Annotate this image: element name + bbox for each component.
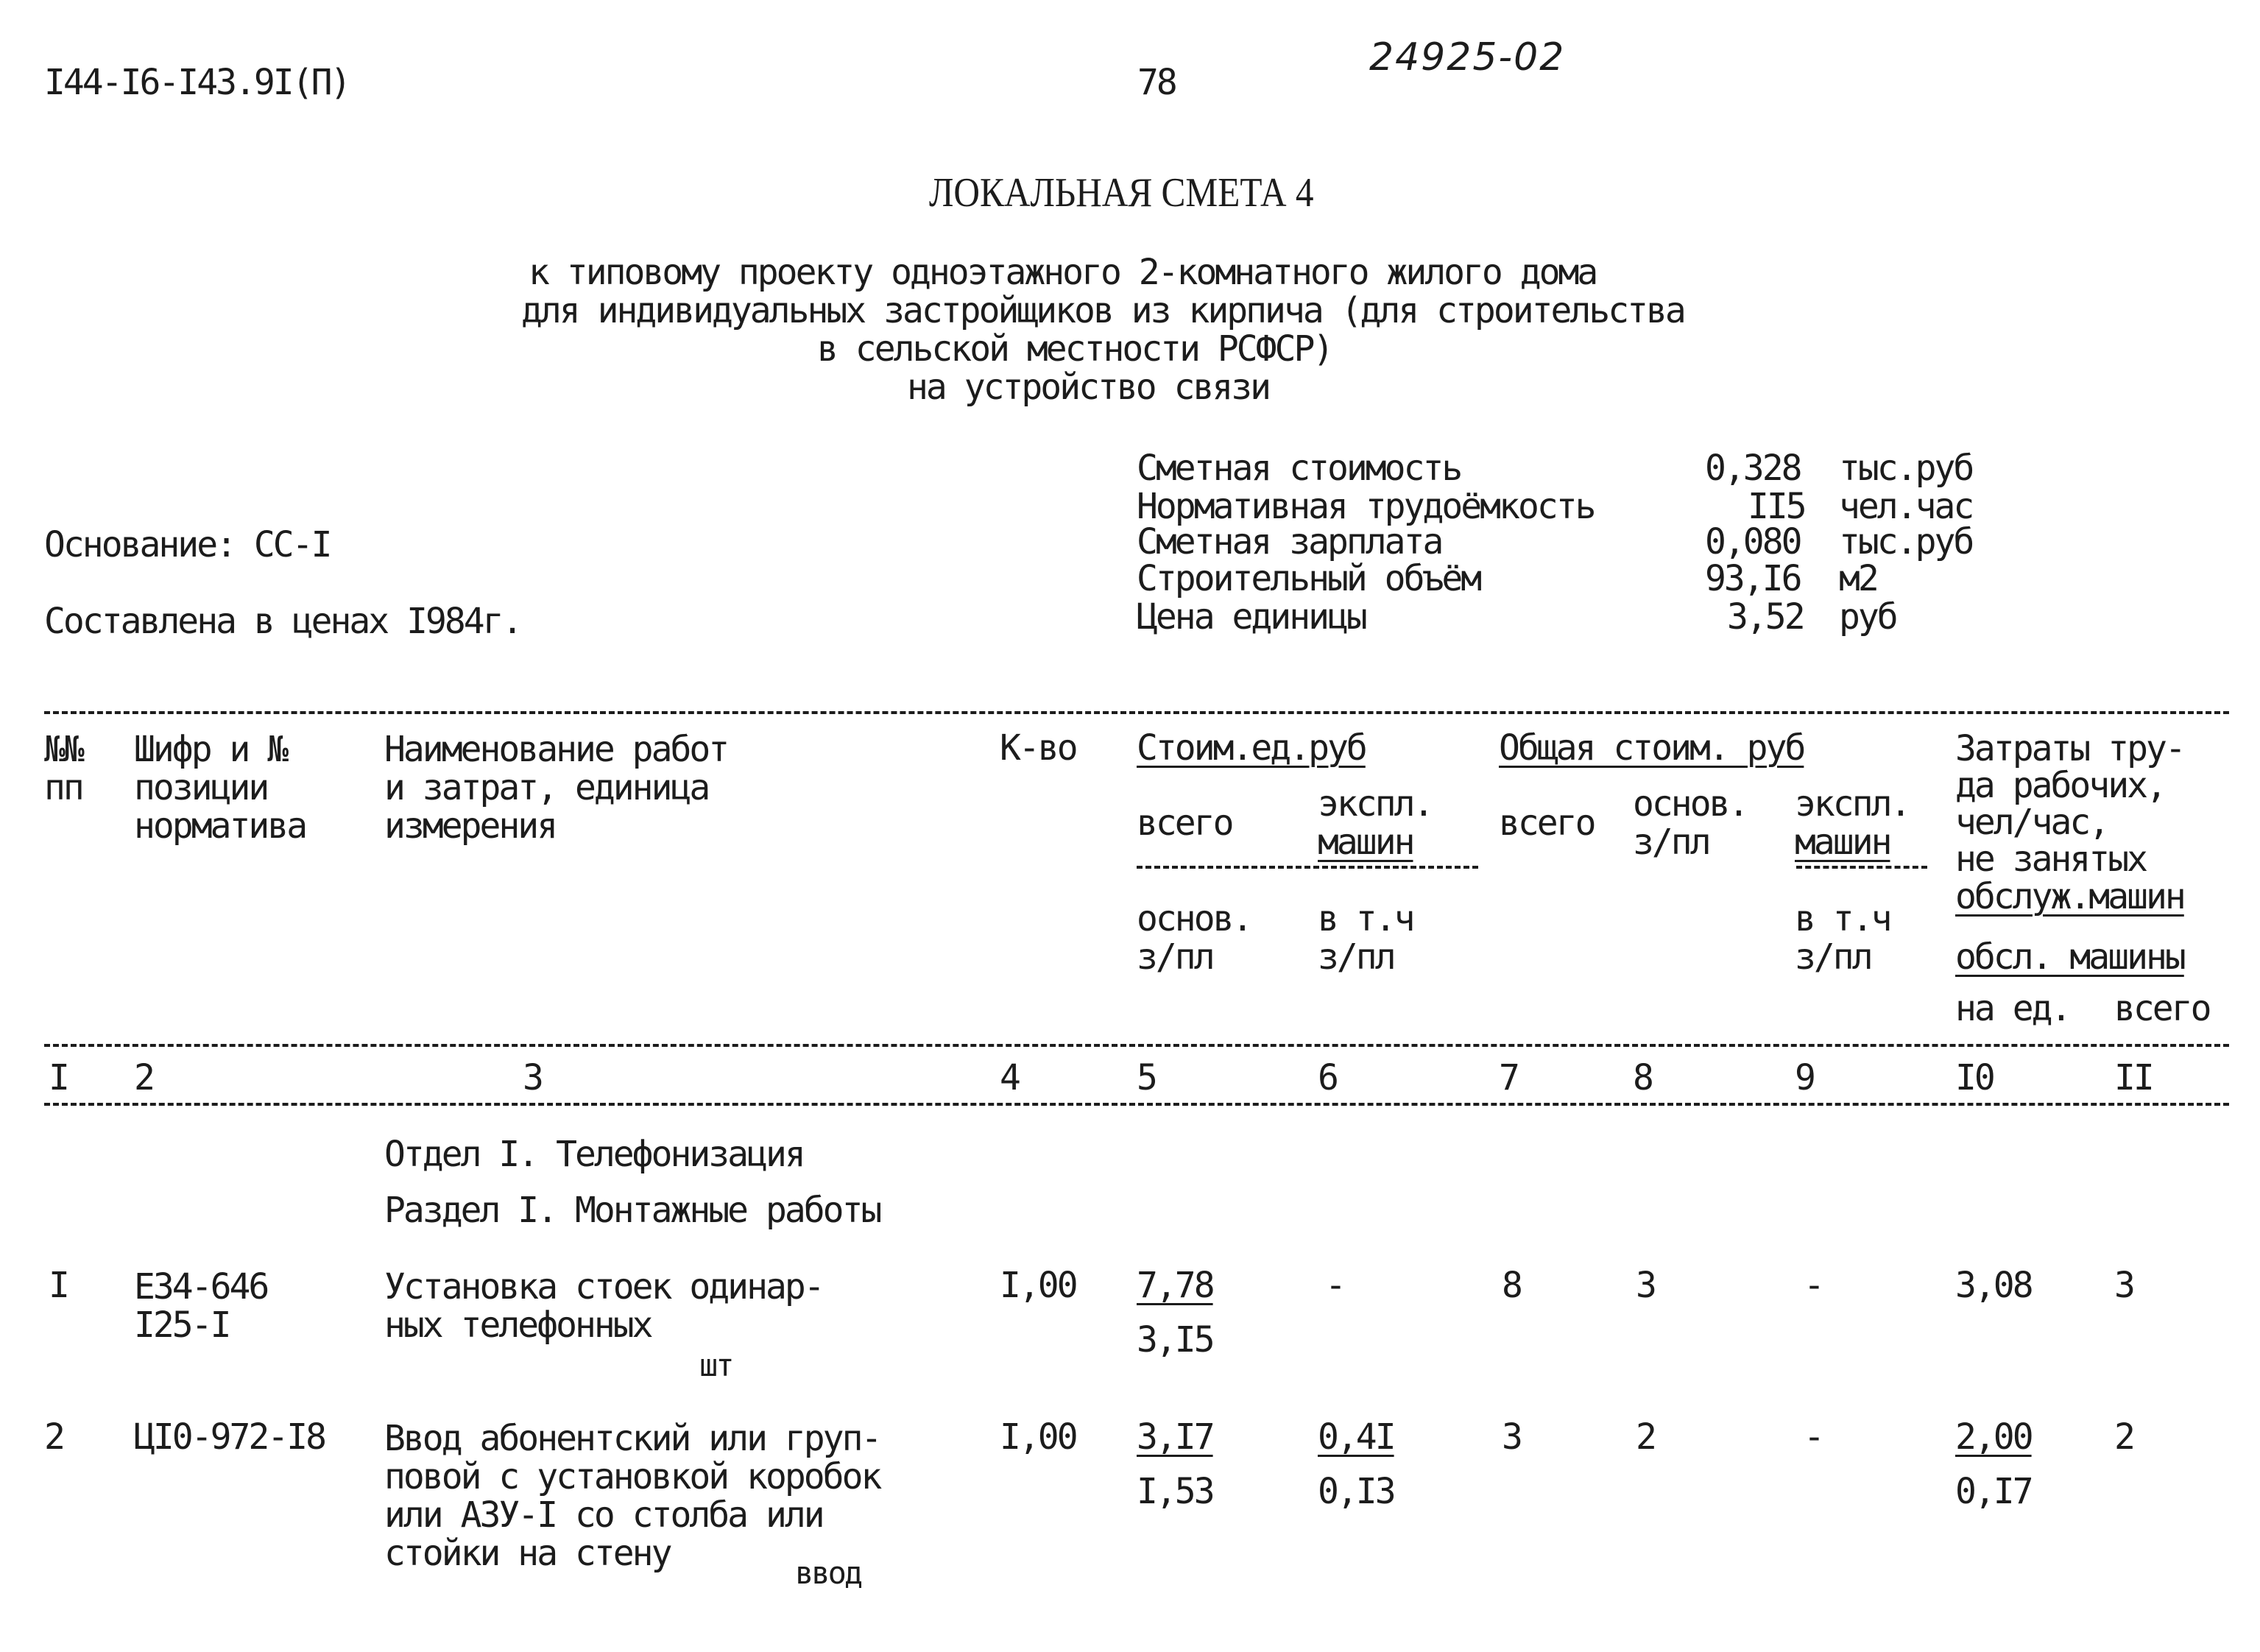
row-total-machine: -	[1804, 1416, 1823, 1458]
subtitle-line-1: к типовому проекту одноэтажного 2-комнатного жилого дома	[529, 252, 1597, 293]
handwritten-number: 24925-02	[1369, 35, 1566, 80]
header-col-4: К-во	[1000, 727, 1076, 769]
header-col-6-bottom	[1318, 900, 1413, 976]
header-labor-obsl: обсл. машины	[1955, 936, 2184, 978]
row-unit: шт	[699, 1347, 732, 1383]
row-machine-wage: 0,I3	[1318, 1471, 1394, 1512]
summary-unit: руб	[1839, 596, 1896, 638]
header-col-6-line: машин	[1318, 822, 1413, 863]
column-number: 2	[134, 1057, 153, 1098]
column-number: II	[2114, 1057, 2153, 1098]
subtitle-line-2: для индивидуальных застройщиков из кирпича (для строительства	[521, 290, 1684, 331]
row-total-cost: 3	[1502, 1416, 1521, 1458]
header-col-8-line: з/пл	[1633, 822, 1709, 863]
header-col-5-line: з/пл	[1137, 936, 1213, 978]
header-col-2-line: норматива	[134, 805, 306, 847]
row-code-line: I25-I	[134, 1305, 230, 1346]
header-col-6-top	[1318, 785, 1432, 861]
header-labor	[1955, 730, 2184, 878]
header-col-3	[384, 730, 727, 845]
column-number: 8	[1633, 1057, 1652, 1098]
row-unit: ввод	[795, 1555, 861, 1591]
row-unit-cost-total: 3,I7	[1137, 1416, 1213, 1458]
header-col-1-line: №№	[44, 729, 82, 770]
row-name-line: Ввод абонентский или груп-	[384, 1418, 880, 1459]
summary-value: 3,52	[1727, 596, 1804, 638]
header-col-2-line: Шифр и №	[134, 729, 287, 770]
row-code: ЦI0-972-I8	[134, 1416, 325, 1458]
row-number: I	[49, 1265, 68, 1306]
row-name-line: повой с установкой коробок	[384, 1456, 880, 1497]
summary-label: Сметная стоимость	[1137, 448, 1461, 489]
row-labor-per-unit: 3,08	[1955, 1265, 2032, 1306]
header-col-1	[44, 730, 82, 807]
summary-value: 93,I6	[1705, 558, 1801, 599]
section-otdel: Отдел I. Телефонизация	[384, 1134, 804, 1175]
header-labor-na-ed: на ед.	[1955, 988, 2070, 1029]
column-number: 6	[1318, 1057, 1337, 1098]
row-name-line: стойки на стену	[384, 1533, 671, 1574]
document-title: ЛОКАЛЬНАЯ СМЕТА 4	[929, 170, 1314, 216]
header-unit-cost: Стоим.ед.руб	[1137, 727, 1366, 769]
summary-unit: тыс.руб	[1839, 448, 1973, 489]
document-code: I44-I6-I43.9I(П)	[44, 62, 350, 103]
header-col-8-line: основ.	[1633, 783, 1748, 825]
summary-unit: м2	[1839, 558, 1877, 599]
header-col-5-line: основ.	[1137, 898, 1251, 939]
row-labor-total: 2	[2114, 1416, 2133, 1458]
header-labor-line: да рабочих,	[1955, 765, 2165, 806]
row-total-cost: 8	[1502, 1265, 1521, 1306]
row-name	[384, 1419, 880, 1572]
summary-label: Строительный объём	[1137, 558, 1480, 599]
prices-text: Составлена в ценах I984г.	[44, 601, 521, 642]
header-labor-line: Затраты тру-	[1955, 728, 2184, 769]
unit-cost-subrule	[1137, 866, 1478, 869]
column-number: I0	[1955, 1057, 1994, 1098]
row-labor-machines: 0,I7	[1955, 1471, 2032, 1512]
row-name-line: Установка стоек одинар-	[384, 1266, 823, 1307]
summary-label: Цена единицы	[1137, 596, 1366, 638]
header-col-9-bottom	[1795, 900, 1890, 976]
row-unit-cost-wage: I,53	[1137, 1471, 1213, 1512]
summary-value: II5	[1748, 486, 1805, 527]
header-labor-vsego: всего	[2114, 988, 2210, 1029]
row-unit-cost-wage: 3,I5	[1137, 1319, 1213, 1360]
header-col-9-line: машин	[1795, 822, 1890, 863]
column-number: 5	[1137, 1057, 1156, 1098]
column-number: 3	[523, 1057, 542, 1098]
basis-text: Основание: СС-I	[44, 524, 331, 565]
row-unit-cost-total: 7,78	[1137, 1265, 1213, 1306]
row-machine-cost: 0,4I	[1318, 1416, 1394, 1458]
summary-value: 0,328	[1705, 448, 1801, 489]
header-col-8	[1633, 785, 1747, 861]
row-name-line: или АЗУ-I со столба или	[384, 1494, 823, 1536]
header-col-3-line: Наименование работ	[384, 729, 728, 770]
column-number: 9	[1795, 1057, 1814, 1098]
header-col-9-line: в т.ч	[1795, 898, 1890, 939]
summary-value: 0,080	[1705, 521, 1801, 562]
header-col-9-line: з/пл	[1795, 936, 1871, 978]
row-name	[384, 1268, 823, 1344]
row-total-wage: 2	[1636, 1416, 1655, 1458]
summary-unit: чел.час	[1839, 486, 1973, 527]
column-number: I	[49, 1057, 68, 1098]
header-col-5-top: всего	[1137, 802, 1232, 844]
header-col-6-line: экспл.	[1318, 783, 1433, 825]
expl-machine-subrule	[1796, 866, 1927, 869]
row-machine-cost: -	[1325, 1265, 1344, 1306]
section-razdel: Раздел I. Монтажные работы	[384, 1190, 880, 1231]
row-labor-total: 3	[2114, 1265, 2133, 1306]
row-name-line: ных телефонных	[384, 1305, 651, 1346]
table-top-rule	[44, 711, 2229, 714]
row-code-line: Е34-646	[134, 1266, 268, 1307]
summary-label: Нормативная трудоёмкость	[1137, 486, 1595, 527]
header-col-9-line: экспл.	[1795, 783, 1910, 825]
column-number: 7	[1499, 1057, 1518, 1098]
column-number: 4	[1000, 1057, 1019, 1098]
header-bottom-rule	[44, 1044, 2229, 1047]
row-total-machine: -	[1804, 1265, 1823, 1306]
header-col-3-line: измерения	[384, 805, 557, 847]
header-col-6-line: з/пл	[1318, 936, 1394, 978]
header-labor-line: не занятых	[1955, 839, 2146, 880]
header-col-3-line: и затрат, единица	[384, 767, 709, 808]
subtitle-line-3: в сельской местности РСФСР)	[817, 328, 1332, 370]
header-col-2	[134, 730, 306, 845]
header-col-6-line: в т.ч	[1318, 898, 1413, 939]
header-labor-line: чел/час,	[1955, 802, 2108, 843]
header-col-1-line: пп	[44, 767, 82, 808]
header-labor-machines: обслуж.машин	[1955, 876, 2184, 917]
header-col-2-line: позиции	[134, 767, 268, 808]
row-labor-per-unit: 2,00	[1955, 1416, 2032, 1458]
row-quantity: I,00	[1000, 1265, 1076, 1306]
row-code	[134, 1268, 267, 1344]
summary-unit: тыс.руб	[1839, 521, 1973, 562]
row-number: 2	[44, 1416, 63, 1458]
row-total-wage: 3	[1636, 1265, 1655, 1306]
page-number: 78	[1137, 62, 1176, 103]
header-col-9-top	[1795, 785, 1909, 861]
header-total-cost: Общая стоим. руб	[1499, 727, 1804, 769]
row-quantity: I,00	[1000, 1416, 1076, 1458]
column-numbers-rule	[44, 1103, 2229, 1106]
header-col-7: всего	[1499, 802, 1595, 844]
header-col-5-bottom	[1137, 900, 1251, 976]
summary-label: Сметная зарплата	[1137, 521, 1442, 562]
subtitle-line-4: на устройство связи	[907, 367, 1270, 408]
